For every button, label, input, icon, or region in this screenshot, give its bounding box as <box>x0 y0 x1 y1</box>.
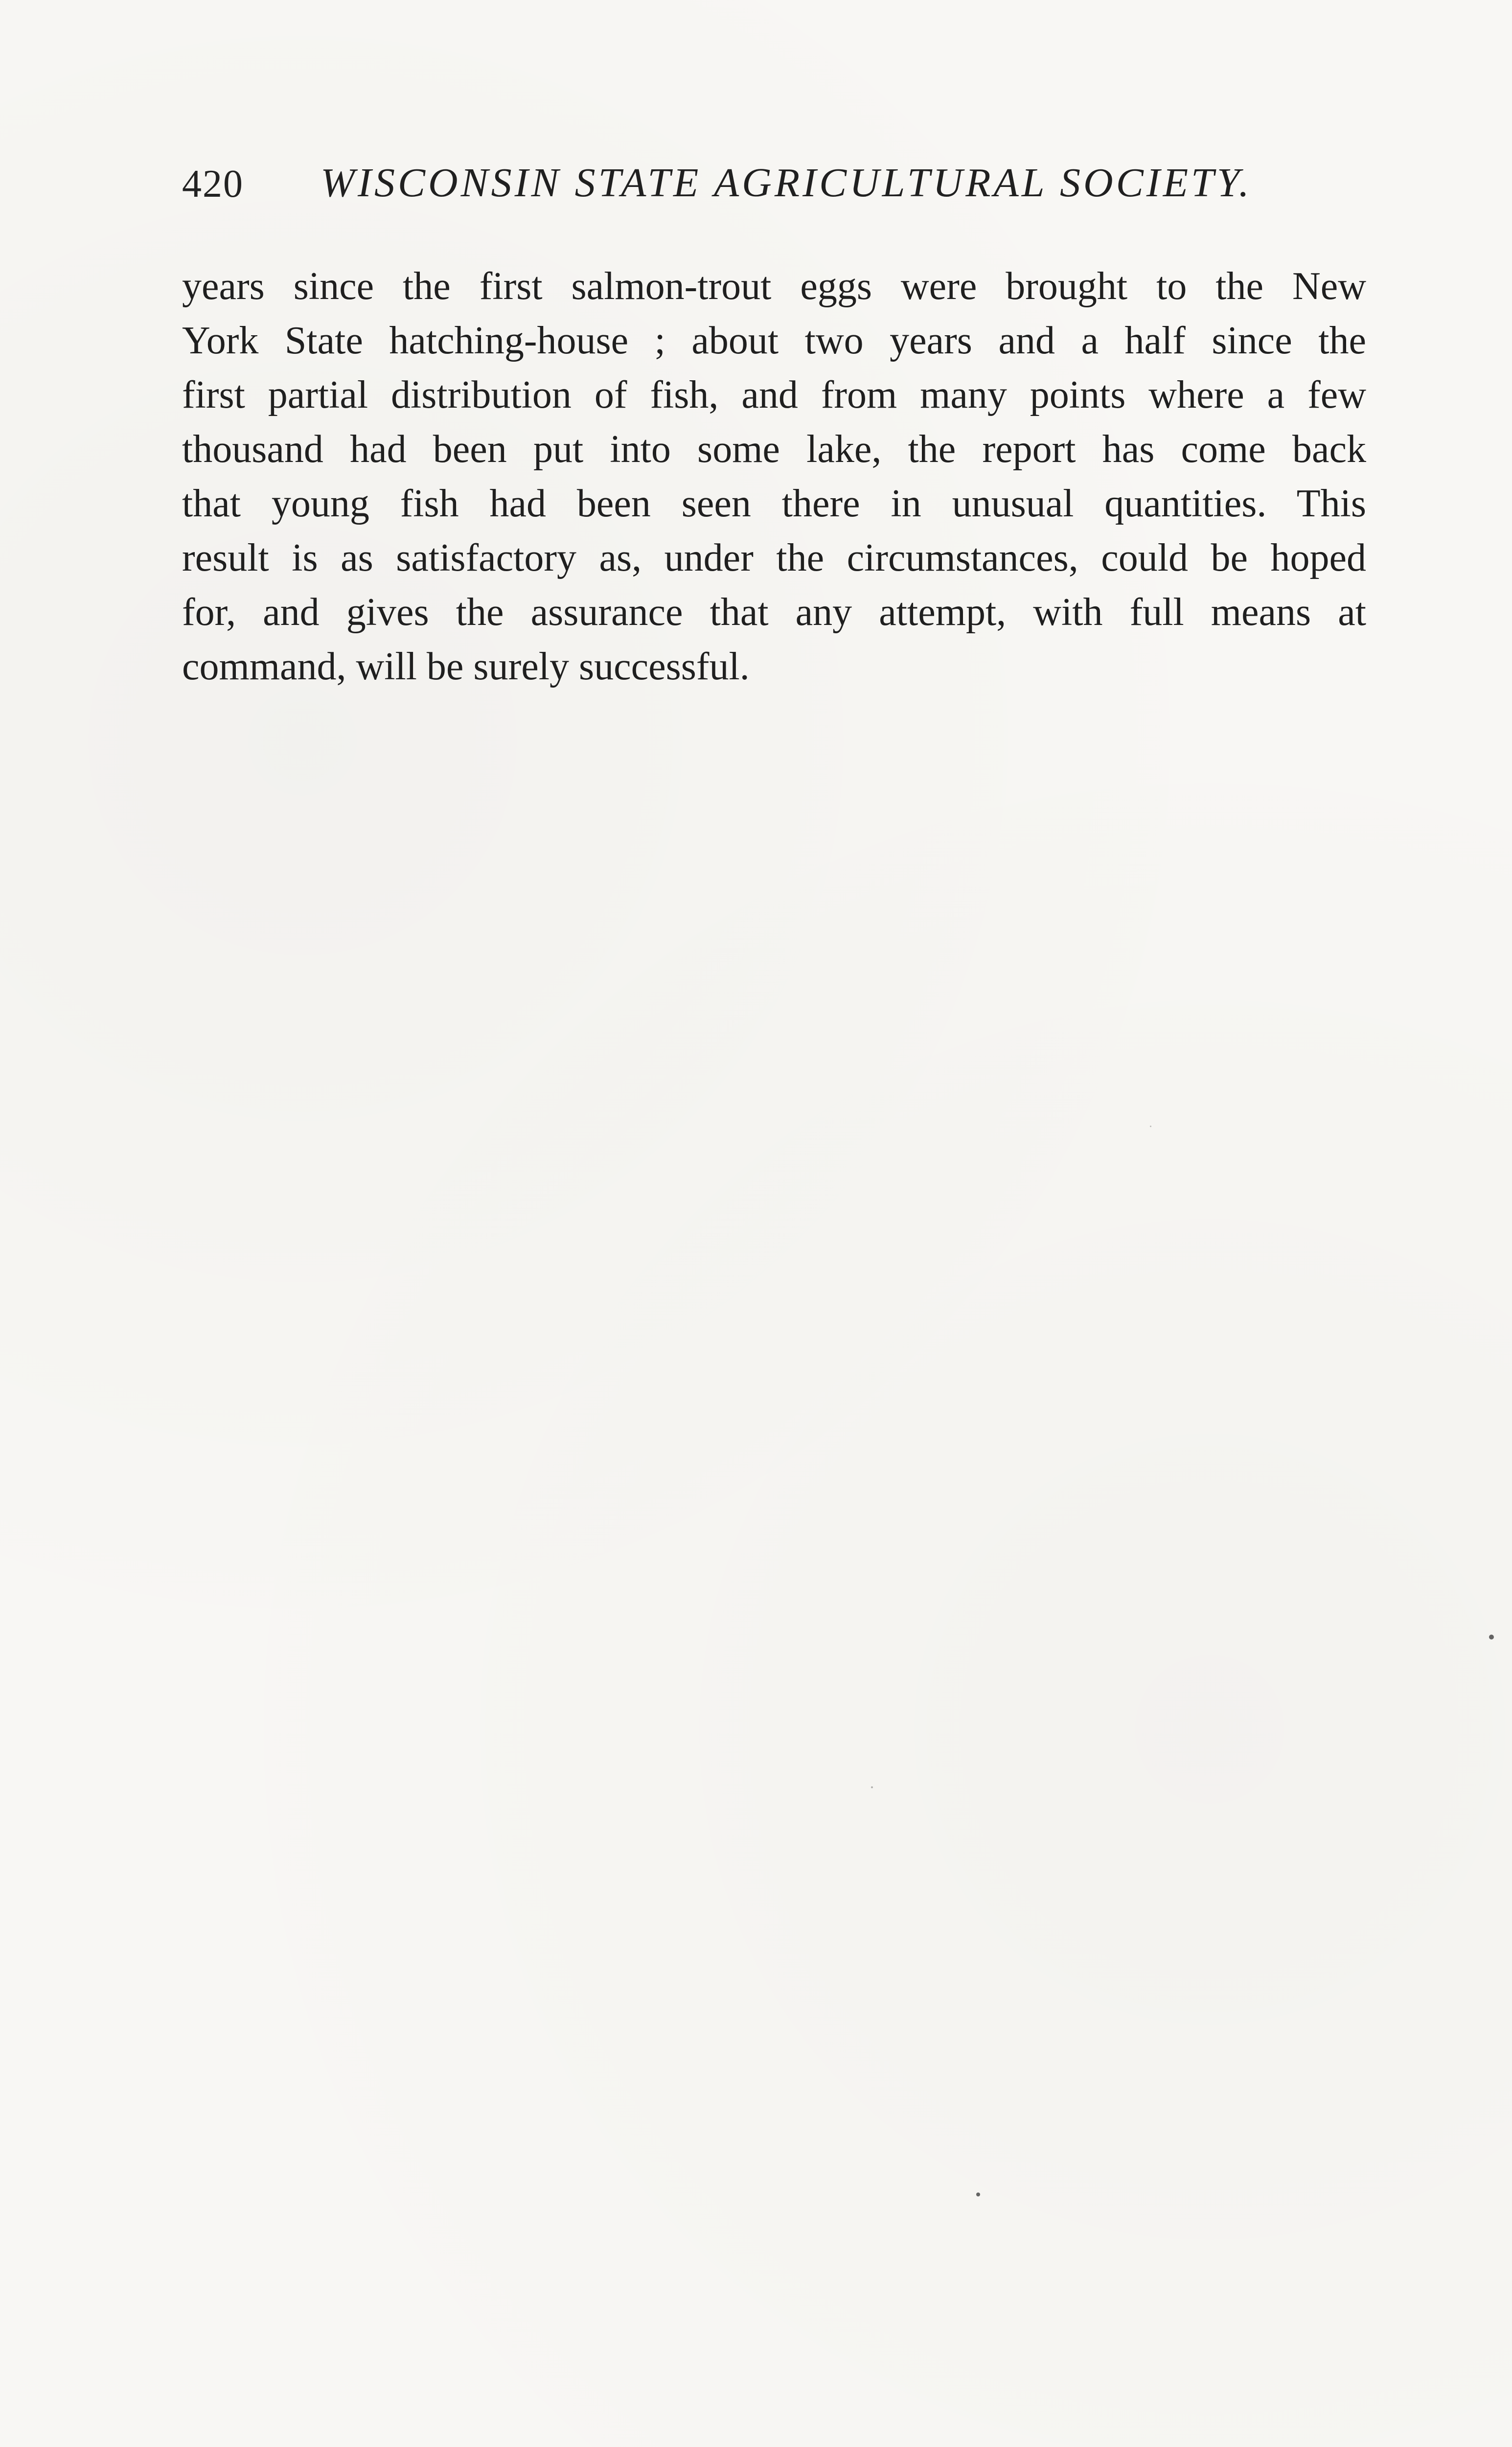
text-line: for, and gives the assurance that any attempt, with full means at <box>182 591 1366 634</box>
text-line: thousand had been put into some lake, the report has come back <box>182 428 1366 471</box>
ink-speck <box>1489 1635 1494 1639</box>
text-line: that young fish had been seen there in unusual quantities. This <box>182 482 1366 525</box>
text-line: years since the first salmon-trout eggs were brought to the New <box>182 265 1366 308</box>
running-head <box>182 156 1352 219</box>
body-paragraph <box>182 259 1366 694</box>
text-line: York State hatching-house ; about two years and a half since the <box>182 319 1366 362</box>
ink-speck <box>976 2193 980 2196</box>
text-line: command, will be surely successful. <box>182 645 750 688</box>
page-number: 420 <box>182 162 244 206</box>
text-line: result is as satisfactory as, under the circumstances, could be hoped <box>182 536 1366 579</box>
text-line: first partial distribution of fish, and from many points where a few <box>182 373 1366 416</box>
ink-speck <box>1150 1126 1151 1127</box>
ink-speck <box>871 1786 873 1788</box>
running-title: WISCONSIN STATE AGRICULTURAL SOCIETY. <box>321 160 1252 206</box>
